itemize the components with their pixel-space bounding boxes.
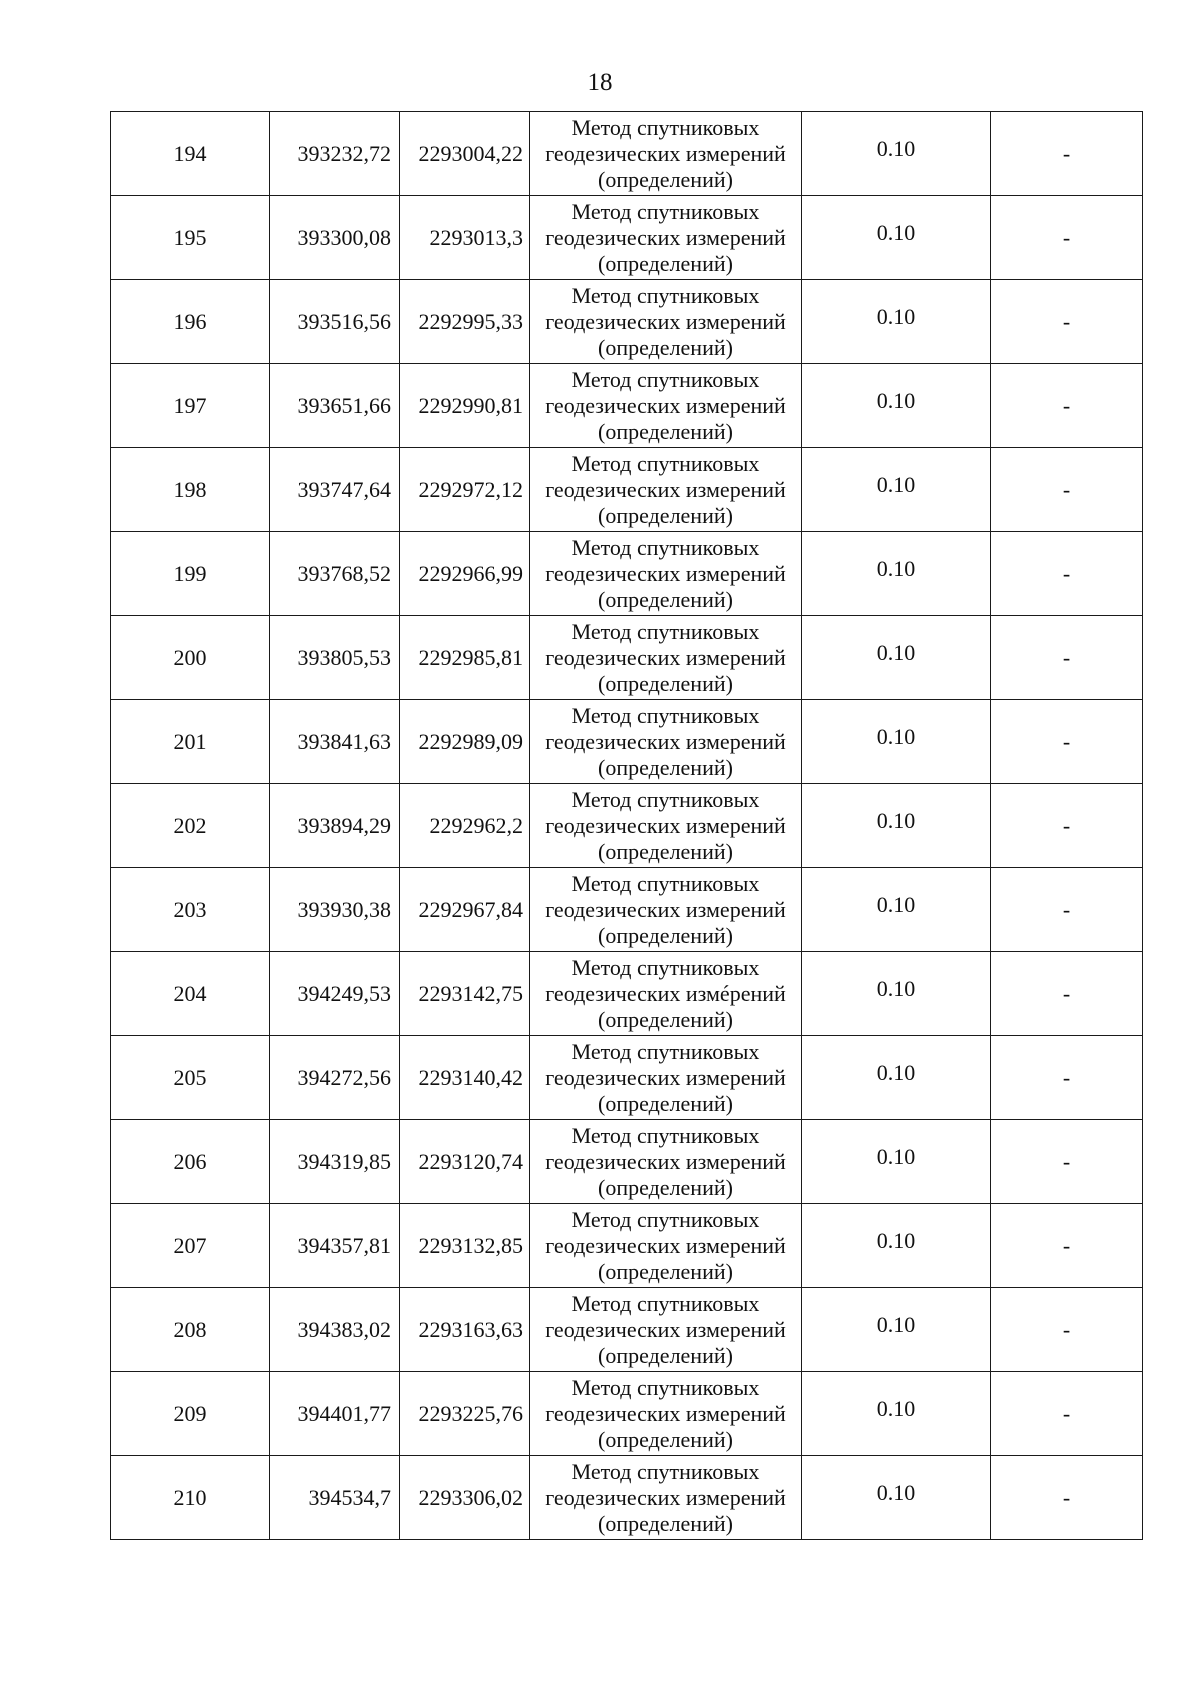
coordinate-x-cell: 393894,29	[270, 784, 400, 868]
method-line: (определений)	[598, 1510, 733, 1536]
method-line: (определений)	[598, 334, 733, 360]
method-cell	[530, 952, 802, 1036]
accuracy-cell: 0.10	[802, 112, 991, 196]
table-row	[111, 1456, 1143, 1540]
coordinate-x-cell: 393747,64	[270, 448, 400, 532]
table-row	[111, 112, 1143, 196]
coordinate-x-cell: 394319,85	[270, 1120, 400, 1204]
point-number-cell: 201	[111, 700, 270, 784]
table-row	[111, 868, 1143, 952]
table-row	[111, 1036, 1143, 1120]
coordinate-y-cell: 2292962,2	[400, 784, 530, 868]
method-cell	[530, 700, 802, 784]
method-line: геодезических измерений	[545, 476, 786, 502]
coordinate-x-cell: 393805,53	[270, 616, 400, 700]
method-line: Метод спутниковых	[571, 702, 760, 728]
page-number: 18	[587, 69, 613, 96]
method-line: Метод спутниковых	[571, 786, 760, 812]
method-line: Метод спутниковых	[571, 618, 760, 644]
coordinate-x-cell: 394383,02	[270, 1288, 400, 1372]
method-cell	[530, 1036, 802, 1120]
note-cell: -	[991, 1036, 1143, 1120]
method-line: геодезических измерений	[545, 644, 786, 670]
method-cell	[530, 532, 802, 616]
method-line: геодезических измерений	[545, 308, 786, 334]
accuracy-cell: 0.10	[802, 196, 991, 280]
method-cell	[530, 616, 802, 700]
coordinate-y-cell: 2293120,74	[400, 1120, 530, 1204]
accuracy-cell: 0.10	[802, 868, 991, 952]
method-line: (определений)	[598, 1342, 733, 1368]
method-line: Метод спутниковых	[571, 1374, 760, 1400]
coordinate-y-cell: 2292972,12	[400, 448, 530, 532]
method-line: геодезических измерений	[545, 1316, 786, 1342]
point-number-cell: 198	[111, 448, 270, 532]
accuracy-cell: 0.10	[802, 1120, 991, 1204]
method-line: (определений)	[598, 418, 733, 444]
coordinate-x-cell: 394272,56	[270, 1036, 400, 1120]
table-row	[111, 196, 1143, 280]
method-line: (определений)	[598, 838, 733, 864]
table-row	[111, 784, 1143, 868]
coordinate-x-cell: 393930,38	[270, 868, 400, 952]
note-cell: -	[991, 952, 1143, 1036]
method-cell	[530, 1204, 802, 1288]
point-number-cell: 207	[111, 1204, 270, 1288]
method-line: геодезических измерений	[545, 1484, 786, 1510]
coordinate-y-cell: 2292989,09	[400, 700, 530, 784]
point-number-cell: 206	[111, 1120, 270, 1204]
method-line: Метод спутниковых	[571, 1290, 760, 1316]
table-row	[111, 280, 1143, 364]
method-cell	[530, 1372, 802, 1456]
method-line: (определений)	[598, 166, 733, 192]
note-cell: -	[991, 1456, 1143, 1540]
coordinates-table	[110, 111, 1143, 1540]
coordinate-x-cell: 394357,81	[270, 1204, 400, 1288]
method-cell	[530, 868, 802, 952]
method-line: (определений)	[598, 754, 733, 780]
table-row	[111, 952, 1143, 1036]
coordinate-x-cell: 394249,53	[270, 952, 400, 1036]
coordinate-y-cell: 2293306,02	[400, 1456, 530, 1540]
coordinate-y-cell: 2293132,85	[400, 1204, 530, 1288]
coordinate-x-cell: 393300,08	[270, 196, 400, 280]
coordinate-x-cell: 393516,56	[270, 280, 400, 364]
point-number-cell: 199	[111, 532, 270, 616]
method-line: Метод спутниковых	[571, 198, 760, 224]
method-line: Метод спутниковых	[571, 1458, 760, 1484]
method-line: (определений)	[598, 1006, 733, 1032]
coordinate-y-cell: 2292966,99	[400, 532, 530, 616]
method-line: (определений)	[598, 1426, 733, 1452]
method-cell	[530, 196, 802, 280]
point-number-cell: 203	[111, 868, 270, 952]
method-line: (определений)	[598, 502, 733, 528]
point-number-cell: 209	[111, 1372, 270, 1456]
table-row	[111, 1372, 1143, 1456]
method-cell	[530, 1288, 802, 1372]
method-line: геодезических измерений	[545, 812, 786, 838]
method-line: геодезических измерений	[545, 896, 786, 922]
point-number-cell: 204	[111, 952, 270, 1036]
note-cell: -	[991, 1372, 1143, 1456]
note-cell: -	[991, 112, 1143, 196]
coordinate-y-cell: 2292995,33	[400, 280, 530, 364]
table-row	[111, 1204, 1143, 1288]
coordinate-y-cell: 2293004,22	[400, 112, 530, 196]
table-row	[111, 448, 1143, 532]
method-line: Метод спутниковых	[571, 282, 760, 308]
coordinate-x-cell: 393232,72	[270, 112, 400, 196]
accuracy-cell: 0.10	[802, 1036, 991, 1120]
method-line: геодезических измерений	[545, 224, 786, 250]
method-line: (определений)	[598, 670, 733, 696]
method-line: Метод спутниковых	[571, 534, 760, 560]
coordinate-y-cell: 2293163,63	[400, 1288, 530, 1372]
point-number-cell: 197	[111, 364, 270, 448]
method-line: геодезических измерений	[545, 1232, 786, 1258]
method-line: геодезических измерений	[545, 728, 786, 754]
accuracy-cell: 0.10	[802, 1288, 991, 1372]
method-cell	[530, 448, 802, 532]
method-line: геодезических измéрений	[545, 980, 786, 1006]
coordinate-y-cell: 2293140,42	[400, 1036, 530, 1120]
table-row	[111, 700, 1143, 784]
method-cell	[530, 364, 802, 448]
method-line: геодезических измерений	[545, 560, 786, 586]
note-cell: -	[991, 448, 1143, 532]
method-line: (определений)	[598, 250, 733, 276]
note-cell: -	[991, 1204, 1143, 1288]
point-number-cell: 210	[111, 1456, 270, 1540]
method-line: Метод спутниковых	[571, 1038, 760, 1064]
coordinate-x-cell: 393768,52	[270, 532, 400, 616]
coordinate-y-cell: 2293142,75	[400, 952, 530, 1036]
accuracy-cell: 0.10	[802, 784, 991, 868]
note-cell: -	[991, 196, 1143, 280]
method-cell	[530, 1120, 802, 1204]
table-row	[111, 1120, 1143, 1204]
method-line: Метод спутниковых	[571, 1122, 760, 1148]
accuracy-cell: 0.10	[802, 952, 991, 1036]
table-row	[111, 364, 1143, 448]
method-line: Метод спутниковых	[571, 450, 760, 476]
method-line: Метод спутниковых	[571, 870, 760, 896]
coordinate-y-cell: 2293013,3	[400, 196, 530, 280]
note-cell: -	[991, 616, 1143, 700]
note-cell: -	[991, 700, 1143, 784]
coordinate-x-cell: 393841,63	[270, 700, 400, 784]
accuracy-cell: 0.10	[802, 700, 991, 784]
table-row	[111, 616, 1143, 700]
point-number-cell: 208	[111, 1288, 270, 1372]
point-number-cell: 194	[111, 112, 270, 196]
method-line: геодезических измерений	[545, 1064, 786, 1090]
point-number-cell: 202	[111, 784, 270, 868]
coordinate-y-cell: 2292990,81	[400, 364, 530, 448]
accuracy-cell: 0.10	[802, 616, 991, 700]
method-cell	[530, 1456, 802, 1540]
note-cell: -	[991, 364, 1143, 448]
method-line: Метод спутниковых	[571, 954, 760, 980]
point-number-cell: 195	[111, 196, 270, 280]
method-line: геодезических измерений	[545, 140, 786, 166]
method-line: геодезических измерений	[545, 1148, 786, 1174]
method-line: (определений)	[598, 1174, 733, 1200]
table-body	[111, 112, 1143, 1540]
accuracy-cell: 0.10	[802, 1204, 991, 1288]
coordinate-x-cell: 394534,7	[270, 1456, 400, 1540]
point-number-cell: 205	[111, 1036, 270, 1120]
point-number-cell: 200	[111, 616, 270, 700]
method-line: Метод спутниковых	[571, 114, 760, 140]
table-row	[111, 532, 1143, 616]
accuracy-cell: 0.10	[802, 364, 991, 448]
coordinate-y-cell: 2292967,84	[400, 868, 530, 952]
accuracy-cell: 0.10	[802, 532, 991, 616]
method-line: (определений)	[598, 1090, 733, 1116]
accuracy-cell: 0.10	[802, 1372, 991, 1456]
coordinate-x-cell: 394401,77	[270, 1372, 400, 1456]
method-line: геодезических измерений	[545, 392, 786, 418]
point-number-cell: 196	[111, 280, 270, 364]
method-line: (определений)	[598, 922, 733, 948]
table-row	[111, 1288, 1143, 1372]
method-cell	[530, 280, 802, 364]
accuracy-cell: 0.10	[802, 280, 991, 364]
accuracy-cell: 0.10	[802, 1456, 991, 1540]
method-cell	[530, 112, 802, 196]
method-line: Метод спутниковых	[571, 1206, 760, 1232]
method-line: Метод спутниковых	[571, 366, 760, 392]
method-line: (определений)	[598, 1258, 733, 1284]
note-cell: -	[991, 1288, 1143, 1372]
coordinate-y-cell: 2293225,76	[400, 1372, 530, 1456]
method-line: (определений)	[598, 586, 733, 612]
note-cell: -	[991, 532, 1143, 616]
coordinate-x-cell: 393651,66	[270, 364, 400, 448]
note-cell: -	[991, 1120, 1143, 1204]
method-line: геодезических измерений	[545, 1400, 786, 1426]
method-cell	[530, 784, 802, 868]
coordinate-y-cell: 2292985,81	[400, 616, 530, 700]
note-cell: -	[991, 868, 1143, 952]
accuracy-cell: 0.10	[802, 448, 991, 532]
note-cell: -	[991, 280, 1143, 364]
note-cell: -	[991, 784, 1143, 868]
